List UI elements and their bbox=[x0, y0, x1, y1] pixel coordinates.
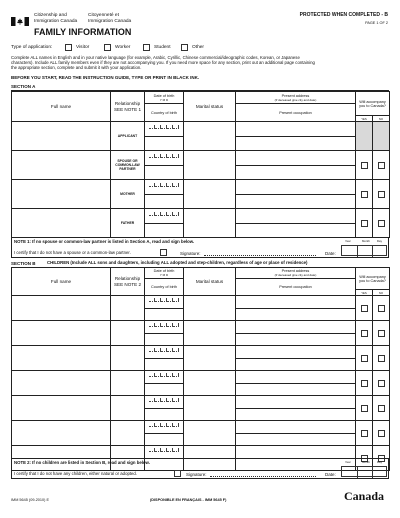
section-a-title: SECTION A bbox=[11, 84, 36, 89]
child-no-checkbox[interactable] bbox=[378, 330, 385, 337]
mother-dob-field[interactable] bbox=[145, 180, 184, 195]
spouse-no-checkbox[interactable] bbox=[378, 162, 385, 169]
child-dob-field[interactable] bbox=[145, 396, 184, 409]
child-relationship-field[interactable] bbox=[111, 346, 145, 371]
child-marital-field[interactable] bbox=[184, 421, 236, 446]
protected-label: PROTECTED WHEN COMPLETED - B bbox=[299, 12, 388, 18]
instructions-line1: Complete ALL names in English and in your native language (for example, Arabic, Cyrillic, Chinese commercial/ideographic codes, Korean, or Japanese bbox=[11, 55, 300, 60]
father-no-checkbox[interactable] bbox=[378, 220, 385, 227]
section-a-table bbox=[11, 91, 390, 238]
applicant-yes-cell bbox=[356, 122, 373, 151]
applicant-marital-field[interactable] bbox=[184, 122, 236, 151]
child-yes-cell bbox=[356, 321, 373, 346]
signature-label-a: Signature: bbox=[180, 251, 201, 256]
worker-label: Worker bbox=[115, 45, 131, 50]
child-yes-cell bbox=[356, 296, 373, 321]
child-yes-cell bbox=[356, 371, 373, 396]
child-relationship-field[interactable] bbox=[111, 396, 145, 421]
child-relationship-field[interactable] bbox=[111, 321, 145, 346]
signature-line-a[interactable] bbox=[204, 255, 316, 256]
child-no-cell bbox=[373, 321, 390, 346]
applicant-name-field[interactable] bbox=[12, 122, 111, 151]
child-no-cell bbox=[373, 371, 390, 396]
relationship-mother: MOTHER bbox=[111, 180, 145, 209]
department-fr-line1: Citoyenneté et bbox=[88, 13, 119, 18]
other-checkbox[interactable] bbox=[181, 44, 188, 51]
page-number: PAGE 1 OF 2 bbox=[365, 21, 388, 25]
french-availability: (DISPONIBLE EN FRANÇAIS - IMM 5645 F) bbox=[150, 498, 227, 502]
relationship-spouse: SPOUSE OR COMMON-LAW PARTNER bbox=[111, 151, 145, 180]
department-en-line1: Citizenship and bbox=[34, 13, 67, 18]
child-address-field[interactable] bbox=[236, 446, 356, 459]
spouse-yes-checkbox[interactable] bbox=[361, 162, 368, 169]
child-occupation-field[interactable] bbox=[236, 408, 356, 421]
see-note-1: SEE NOTE 1 bbox=[113, 106, 142, 112]
no-spouse-checkbox[interactable] bbox=[160, 249, 167, 256]
will-accompany-header-b: Will accompany you to Canada? bbox=[356, 268, 390, 290]
spouse-no-cell bbox=[373, 151, 390, 180]
date-label-b: Date: bbox=[325, 472, 336, 477]
full-name-header: Full name bbox=[12, 92, 111, 122]
applicant-country-field[interactable] bbox=[145, 136, 184, 151]
child-country-field[interactable] bbox=[145, 308, 184, 321]
child-relationship-field[interactable] bbox=[111, 296, 145, 321]
applicant-dob-field[interactable] bbox=[145, 122, 184, 137]
mother-no-checkbox[interactable] bbox=[378, 191, 385, 198]
child-yes-checkbox[interactable] bbox=[361, 405, 368, 412]
month-label-b: Month bbox=[362, 460, 370, 464]
child-no-checkbox[interactable] bbox=[378, 405, 385, 412]
child-occupation-field[interactable] bbox=[236, 333, 356, 346]
yes-header: YES bbox=[356, 116, 373, 122]
child-address-field[interactable] bbox=[236, 421, 356, 434]
applicant-occupation-field[interactable] bbox=[236, 136, 356, 151]
marital-status-header-b: Marital status bbox=[184, 268, 236, 296]
canada-flag-icon bbox=[11, 13, 29, 22]
before-start-notice: BEFORE YOU START, READ THE INSTRUCTION GUIDE, TYPE OR PRINT IN BLACK INK. bbox=[11, 75, 200, 80]
present-address-label: Present address bbox=[281, 93, 310, 98]
student-checkbox[interactable] bbox=[143, 44, 150, 51]
relationship-header-label: Relationship bbox=[114, 101, 141, 107]
child-country-field[interactable] bbox=[145, 433, 184, 446]
certify-no-children: I certify that I do not have any children, either natural or adopted. bbox=[14, 471, 138, 476]
father-name-field[interactable] bbox=[12, 209, 111, 238]
applicant-address-field[interactable] bbox=[236, 122, 356, 137]
country-of-birth-header-b: Country of birth bbox=[145, 279, 184, 296]
spouse-dob-field[interactable] bbox=[145, 151, 184, 166]
child-dob-field[interactable] bbox=[145, 296, 184, 309]
child-marital-field[interactable] bbox=[184, 396, 236, 421]
mother-country-field[interactable] bbox=[145, 194, 184, 209]
father-no-cell bbox=[373, 209, 390, 238]
child-address-field[interactable] bbox=[236, 396, 356, 409]
father-yes-checkbox[interactable] bbox=[361, 220, 368, 227]
child-marital-field[interactable] bbox=[184, 371, 236, 396]
present-address-header bbox=[236, 92, 356, 104]
month-label-a: Month bbox=[362, 239, 370, 243]
section-b-table bbox=[11, 267, 390, 471]
relationship-header bbox=[111, 92, 145, 122]
mother-marital-field[interactable] bbox=[184, 180, 236, 209]
day-label-a: Day bbox=[377, 239, 382, 243]
signature-label-b: Signature: bbox=[186, 472, 207, 477]
present-address-b-label: Present address bbox=[281, 269, 310, 273]
note-2: NOTE 2: If no children are listed in Section B, read and sign below. bbox=[14, 460, 150, 465]
child-address-field[interactable] bbox=[236, 321, 356, 334]
applicant-no-cell bbox=[373, 122, 390, 151]
department-en-line2: Immigration Canada bbox=[34, 18, 78, 24]
visitor-checkbox[interactable] bbox=[65, 44, 72, 51]
section-b-title: SECTION B bbox=[11, 261, 36, 266]
note-1: NOTE 1: If no spouse or common-law partner is listed in Section A, read and sign below. bbox=[14, 239, 195, 244]
relationship-father: FATHER bbox=[111, 209, 145, 238]
instructions-line3: the appropriate section, complete and submit it with your application. bbox=[11, 64, 142, 70]
mother-no-cell bbox=[373, 180, 390, 209]
address-note: (If deceased give city and date) bbox=[274, 97, 317, 102]
department-fr-line2: Immigration Canada bbox=[88, 18, 132, 24]
year-label-a: Year bbox=[345, 239, 351, 243]
child-no-checkbox[interactable] bbox=[378, 380, 385, 387]
will-accompany-header: Will accompany you to Canada? bbox=[356, 92, 390, 116]
child-dob-field[interactable] bbox=[145, 446, 184, 459]
form-id: IMM 5645 (09-2010) E bbox=[11, 498, 49, 502]
date-label-a: Date: bbox=[325, 251, 336, 256]
child-occupation-field[interactable] bbox=[236, 383, 356, 396]
no-children-checkbox[interactable] bbox=[174, 470, 181, 477]
mother-yes-cell bbox=[356, 180, 373, 209]
child-relationship-field[interactable] bbox=[111, 371, 145, 396]
date-field-a[interactable] bbox=[341, 245, 387, 256]
child-name-field[interactable] bbox=[12, 371, 111, 396]
child-yes-cell bbox=[356, 396, 373, 421]
child-marital-field[interactable] bbox=[184, 296, 236, 321]
spouse-country-field[interactable] bbox=[145, 165, 184, 180]
spouse-name-field[interactable] bbox=[12, 151, 111, 180]
child-occupation-field[interactable] bbox=[236, 308, 356, 321]
father-yes-cell bbox=[356, 209, 373, 238]
father-address-field[interactable] bbox=[236, 209, 356, 224]
address-note-b: (If deceased give city and date) bbox=[274, 273, 317, 277]
child-name-field[interactable] bbox=[12, 396, 111, 421]
child-occupation-field[interactable] bbox=[236, 433, 356, 446]
dob-ymd: Y M D bbox=[159, 97, 169, 102]
spouse-yes-cell bbox=[356, 151, 373, 180]
child-dob-field[interactable] bbox=[145, 321, 184, 334]
child-name-field[interactable] bbox=[12, 421, 111, 446]
mother-name-field[interactable] bbox=[12, 180, 111, 209]
child-yes-checkbox[interactable] bbox=[361, 330, 368, 337]
dob-header-label: Date of birth bbox=[153, 93, 175, 98]
child-yes-cell bbox=[356, 346, 373, 371]
dob-header bbox=[145, 92, 184, 104]
child-country-field[interactable] bbox=[145, 408, 184, 421]
no-header: NO bbox=[373, 116, 390, 122]
section-b-subtitle: CHILDREN (Include ALL sons and daughters, including ALL adopted and step-children, regardless of age or place of residence) bbox=[47, 260, 308, 265]
child-no-cell bbox=[373, 396, 390, 421]
child-name-field[interactable] bbox=[12, 346, 111, 371]
relationship-applicant: APPLICANT bbox=[111, 122, 145, 151]
child-relationship-field[interactable] bbox=[111, 421, 145, 446]
present-occupation-header: Present occupation bbox=[236, 104, 356, 122]
child-marital-field[interactable] bbox=[184, 346, 236, 371]
dob-header-b bbox=[145, 268, 184, 279]
father-marital-field[interactable] bbox=[184, 209, 236, 238]
spouse-marital-field[interactable] bbox=[184, 151, 236, 180]
child-yes-checkbox[interactable] bbox=[361, 430, 368, 437]
day-label-b: Day bbox=[377, 460, 382, 464]
spouse-address-field[interactable] bbox=[236, 151, 356, 166]
child-no-cell bbox=[373, 421, 390, 446]
full-name-header-b: Full name bbox=[12, 268, 111, 296]
date-field-b[interactable] bbox=[341, 466, 387, 477]
child-occupation-field[interactable] bbox=[236, 358, 356, 371]
application-type-label: Type of application: bbox=[11, 45, 53, 50]
child-no-cell bbox=[373, 296, 390, 321]
signature-line-b[interactable] bbox=[210, 476, 316, 477]
child-no-checkbox[interactable] bbox=[378, 430, 385, 437]
present-address-header-b bbox=[236, 268, 356, 279]
child-address-field[interactable] bbox=[236, 346, 356, 359]
child-address-field[interactable] bbox=[236, 371, 356, 384]
child-address-field[interactable] bbox=[236, 296, 356, 309]
child-yes-cell bbox=[356, 421, 373, 446]
student-label: Student bbox=[154, 45, 171, 50]
child-dob-field[interactable] bbox=[145, 346, 184, 359]
marital-status-header: Marital status bbox=[184, 92, 236, 122]
other-label: Other bbox=[192, 45, 204, 50]
mother-occupation-field[interactable] bbox=[236, 194, 356, 209]
child-no-cell bbox=[373, 346, 390, 371]
no-header-b: NO bbox=[373, 290, 390, 296]
year-label-b: Year bbox=[345, 460, 351, 464]
department-en bbox=[34, 13, 77, 24]
yes-header-b: YES bbox=[356, 290, 373, 296]
spouse-occupation-field[interactable] bbox=[236, 165, 356, 180]
child-yes-checkbox[interactable] bbox=[361, 355, 368, 362]
dob-header-b-label: Date of birth bbox=[153, 269, 175, 273]
child-yes-checkbox[interactable] bbox=[361, 305, 368, 312]
instructions-line2: characters). Include ALL family members even if they are not accompanying you. If you need more space for any section, print out an additional page containing bbox=[11, 59, 315, 65]
present-occupation-header-b: Present occupation bbox=[236, 279, 356, 296]
child-yes-checkbox[interactable] bbox=[361, 380, 368, 387]
child-country-field[interactable] bbox=[145, 358, 184, 371]
child-no-checkbox[interactable] bbox=[378, 305, 385, 312]
certify-no-spouse: I certify that I do not have a spouse or a common-law partner. bbox=[14, 250, 131, 255]
child-country-field[interactable] bbox=[145, 333, 184, 346]
see-note-2: SEE NOTE 2 bbox=[113, 281, 142, 287]
child-dob-field[interactable] bbox=[145, 421, 184, 434]
country-of-birth-header: Country of birth bbox=[145, 104, 184, 122]
worker-checkbox[interactable] bbox=[104, 44, 111, 51]
child-marital-field[interactable] bbox=[184, 321, 236, 346]
child-no-checkbox[interactable] bbox=[378, 355, 385, 362]
child-name-field[interactable] bbox=[12, 321, 111, 346]
relationship-header-b bbox=[111, 268, 145, 296]
child-country-field[interactable] bbox=[145, 383, 184, 396]
father-dob-field[interactable] bbox=[145, 209, 184, 224]
child-dob-field[interactable] bbox=[145, 371, 184, 384]
father-occupation-field[interactable] bbox=[236, 223, 356, 238]
dob-ymd-b: Y M D bbox=[159, 273, 169, 277]
father-country-field[interactable] bbox=[145, 223, 184, 238]
mother-address-field[interactable] bbox=[236, 180, 356, 195]
canada-wordmark: Canada bbox=[344, 489, 385, 503]
instructions bbox=[11, 56, 389, 71]
relationship-header-b-label: Relationship bbox=[114, 276, 141, 282]
mother-yes-checkbox[interactable] bbox=[361, 191, 368, 198]
child-name-field[interactable] bbox=[12, 296, 111, 321]
page-title: FAMILY INFORMATION bbox=[34, 27, 132, 37]
visitor-label: Visitor bbox=[76, 45, 90, 50]
department-fr bbox=[88, 13, 131, 24]
